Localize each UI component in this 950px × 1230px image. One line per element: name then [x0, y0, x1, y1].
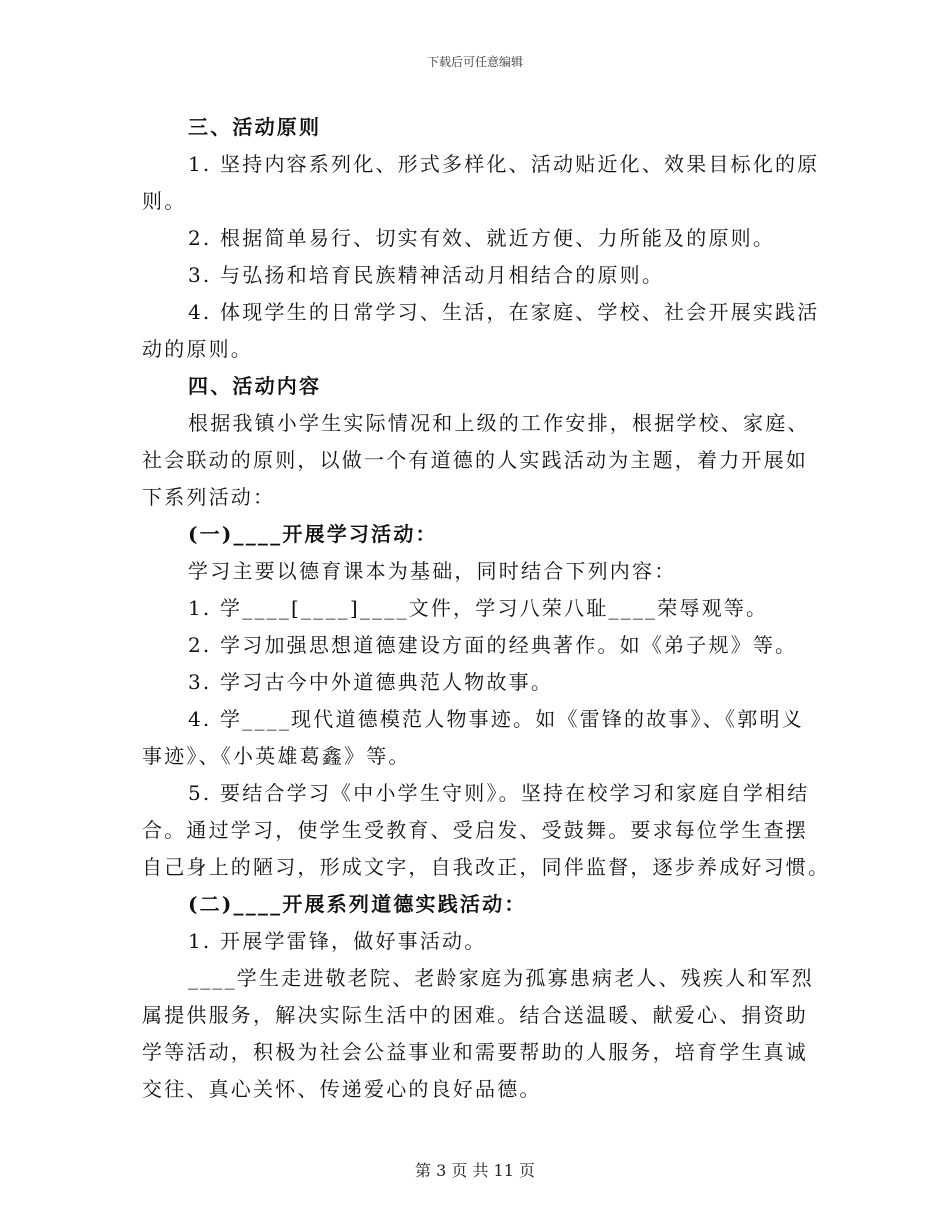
- text-line: 属提供服务，解决实际生活中的困难。结合送温暖、献爱心、捐资助: [142, 1003, 808, 1027]
- text-line: 1. 开展学雷锋，做好事活动。: [188, 929, 487, 953]
- text-line: 学等活动，积极为社会公益事业和需要帮助的人服务，培育学生真诚: [142, 1040, 808, 1064]
- text-line: 1. 学____[____]____文件，学习八荣八耻____荣辱观等。: [188, 596, 769, 620]
- text-line: 下系列活动：: [142, 485, 276, 509]
- section-heading: 三、活动原则: [188, 115, 322, 139]
- text-line: 4. 学____现代道德模范人物事迹。如《雷锋的故事》、《郭明义: [188, 707, 804, 731]
- text-line: 2. 根据简单易行、切实有效、就近方便、力所能及的原则。: [188, 226, 776, 250]
- text-line: 3. 学习古今中外道德典范人物故事。: [188, 670, 554, 694]
- text-line: 4. 体现学生的日常学习、生活，在家庭、学校、社会开展实践活: [188, 300, 820, 324]
- text-line: 动的原则。: [142, 337, 253, 361]
- text-line: 学习主要以德育课本为基础，同时结合下列内容：: [188, 559, 677, 583]
- text-line: 交往、真心关怀、传递爱心的良好品德。: [142, 1077, 542, 1101]
- subsection-heading: (一)____开展学习活动：: [188, 522, 438, 546]
- text-line: 则。: [142, 189, 187, 213]
- page-number: 第 3 页 共 11 页: [415, 1161, 535, 1180]
- text-line: 1. 坚持内容系列化、形式多样化、活动贴近化、效果目标化的原: [188, 152, 820, 176]
- subsection-heading: (二)____开展系列道德实践活动：: [188, 892, 527, 916]
- text-line: 自己身上的陋习，形成文字，自我改正，同伴监督，逐步养成好习惯。: [142, 855, 831, 879]
- section-heading: 四、活动内容: [188, 374, 322, 398]
- text-line: 社会联动的原则，以做一个有道德的人实践活动为主题，着力开展如: [142, 448, 808, 472]
- text-line: 事迹》、《小英雄葛鑫》等。: [142, 744, 411, 768]
- header-note: 下载后可任意编辑: [426, 55, 523, 69]
- text-line: ____学生走进敬老院、老龄家庭为孤寡患病老人、残疾人和军烈: [188, 966, 814, 990]
- text-line: 根据我镇小学生实际情况和上级的工作安排，根据学校、家庭、: [188, 411, 810, 435]
- text-line: 合。通过学习，使学生受教育、受启发、受鼓舞。要求每位学生查摆: [142, 818, 808, 842]
- text-line: 2. 学习加强思想道德建设方面的经典著作。如《弟子规》等。: [188, 633, 798, 657]
- text-line: 5. 要结合学习《中小学生守则》。坚持在校学习和家庭自学相结: [188, 781, 810, 805]
- text-line: 3. 与弘扬和培育民族精神活动月相结合的原则。: [188, 263, 665, 287]
